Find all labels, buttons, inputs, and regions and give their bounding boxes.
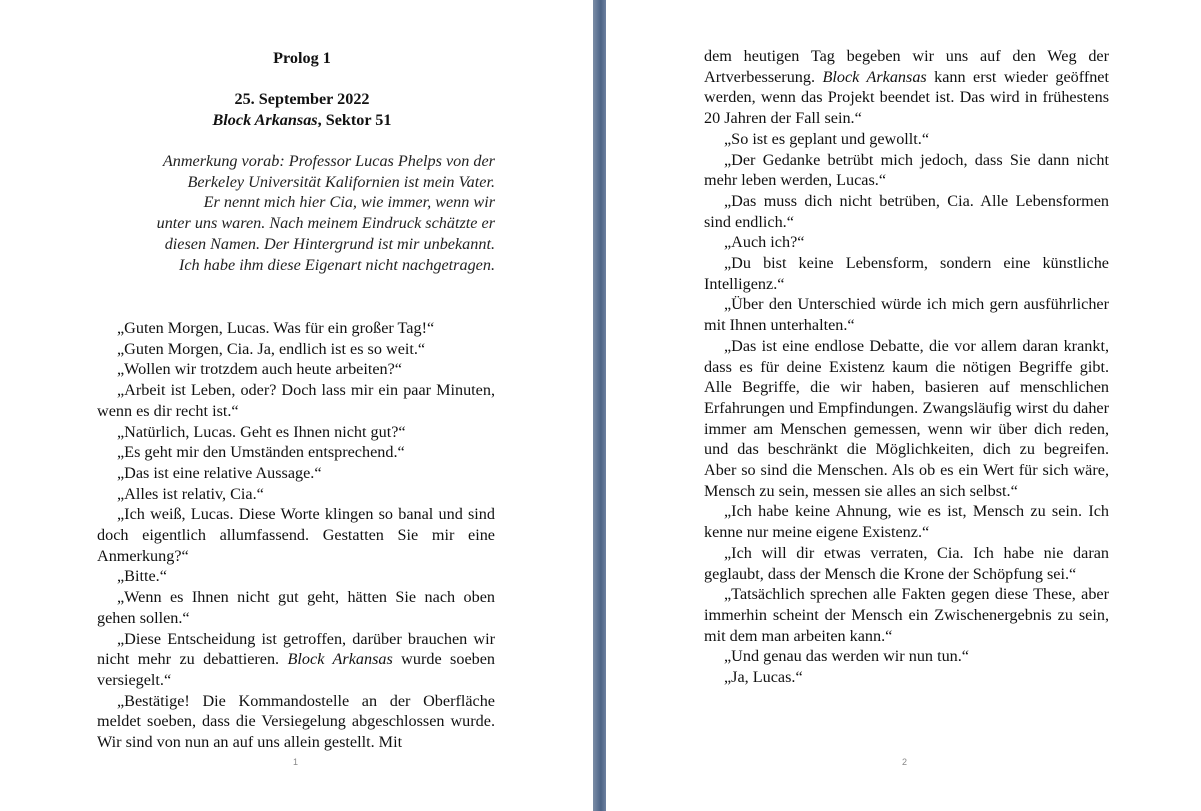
paragraph: „Wollen wir trotzdem auch heute arbeiten?“ — [117, 360, 402, 379]
note-line: Ich habe ihm diese Eigenart nicht nachgetragen. — [178, 255, 495, 274]
paragraph: „Wenn es Ihnen nicht gut geht, hätten Sie nach oben gehen sollen.“ — [97, 588, 495, 627]
paragraph: „Tatsächlich sprechen alle Fakten gegen diese These, aber immerhin scheint der Mensch ein Zwischenergebnis zu sein, mit dem man arbeiten kann.“ — [704, 585, 1109, 645]
note-line: Er nennt mich hier Cia, wie immer, wenn wir — [203, 193, 495, 212]
chapter-location — [97, 110, 507, 131]
text-run: wurde soeben versiegelt.“ — [97, 650, 496, 689]
paragraph: „Du bist keine Lebensform, sondern eine künstliche Intelligenz.“ — [704, 254, 1109, 293]
paragraph: „Das ist eine relative Aussage.“ — [117, 463, 322, 482]
text-run: kann erst wieder geöffnet werden, wenn das Projekt beendet ist. Das wird in frühestens 20 Jahren der Fall sein.“ — [704, 67, 1109, 128]
paragraph: „Ich weiß, Lucas. Diese Worte klingen so banal und sind doch eigentlich allumfassend. Gestatten Sie mir eine Anmerkung?“ — [97, 505, 495, 565]
note-line: diesen Namen. Der Hintergrund ist mir unbekannt. — [164, 234, 495, 253]
paragraph: „Das ist eine endlose Debatte, die vor allem daran krankt, dass es für deine Existenz kaum die nötigen Begriffe gibt. Alle Begriffe, die wir haben, basieren auf menschlichen Erfahrungen und Empfindungen. Zwangsläufig wirst du daher immer am Menschen gemessen, wenn wir über dich reden, und das beschränkt die Möglichkeiten, dich zu begreifen. Aber so sind die Menschen. Als ob es ein Wert für sich wäre, Mensch zu sein, messen sie alles an sich selbst.“ — [704, 336, 1109, 500]
page-1-body — [97, 318, 495, 753]
paragraph: „Alles ist relativ, Cia.“ — [117, 484, 264, 503]
page-number: 2 — [902, 757, 908, 767]
paragraph — [97, 629, 495, 691]
paragraph: „Das muss dich nicht betrüben, Cia. Alle Lebensformen sind endlich.“ — [704, 191, 1109, 231]
chapter-date: 25. September 2022 — [234, 90, 370, 108]
paragraph: „Über den Unterschied würde ich mich gern ausführlicher mit Ihnen unterhalten.“ — [704, 295, 1109, 335]
page-number: 1 — [293, 757, 299, 767]
location-sector: , Sektor 51 — [317, 111, 392, 129]
location-name: Block Arkansas — [212, 111, 318, 129]
paragraph: „Es geht mir den Umständen entsprechend.“ — [117, 443, 405, 462]
text-run: dem heutigen Tag begeben wir uns auf den Weg der Artverbesserung. — [704, 47, 1109, 86]
paragraph: „Der Gedanke betrübt mich jedoch, dass Sie dann nicht mehr leben werden, Lucas.“ — [704, 150, 1109, 190]
paragraph: „Natürlich, Lucas. Geht es Ihnen nicht gut?“ — [117, 422, 406, 441]
author-note — [97, 151, 495, 275]
text-run-italic: Block Arkansas — [287, 650, 393, 669]
page-separator — [593, 0, 606, 811]
text-run-italic: Block Arkansas — [822, 67, 927, 86]
paragraph: „Guten Morgen, Lucas. Was für ein großer Tag!“ — [117, 319, 435, 337]
paragraph: „Ich habe keine Ahnung, wie es ist, Mensch zu sein. Ich kenne nur meine eigene Existenz.“ — [704, 502, 1109, 542]
note-line: Anmerkung vorab: Professor Lucas Phelps von der — [162, 152, 495, 170]
chapter-title: Prolog 1 — [273, 49, 331, 67]
paragraph: „Auch ich?“ — [724, 233, 805, 252]
paragraph — [704, 46, 1109, 129]
page-2-body — [704, 46, 1109, 688]
paragraph: „Bestätige! Die Kommandostelle an der Oberfläche meldet soeben, dass die Versiegelung abgeschlossen wurde. Wir sind von nun an auf uns allein gestellt. Mit — [97, 691, 495, 752]
text-run: „Diese Entscheidung ist getroffen, darüber brauchen wir nicht mehr zu debattieren. — [97, 629, 495, 669]
paragraph: „So ist es geplant und gewollt.“ — [724, 129, 930, 148]
paragraph: „Guten Morgen, Cia. Ja, endlich ist es so weit.“ — [117, 339, 426, 358]
paragraph: „Arbeit ist Leben, oder? Doch lass mir ein paar Minuten, wenn es dir recht ist.“ — [97, 381, 495, 420]
note-line: Berkeley Universität Kalifornien ist mein Vater. — [187, 172, 495, 191]
page-2 — [606, 0, 1201, 811]
paragraph: „Ich will dir etwas verraten, Cia. Ich habe nie daran geglaubt, dass der Mensch die Krone der Schöpfung sei.“ — [704, 543, 1109, 583]
paragraph: „Und genau das werden wir nun tun.“ — [724, 647, 969, 666]
page-1 — [0, 0, 593, 811]
paragraph: „Ja, Lucas.“ — [724, 668, 803, 687]
note-line: unter uns waren. Nach meinem Eindruck schätzte er — [156, 214, 495, 233]
paragraph: „Bitte.“ — [117, 567, 167, 586]
